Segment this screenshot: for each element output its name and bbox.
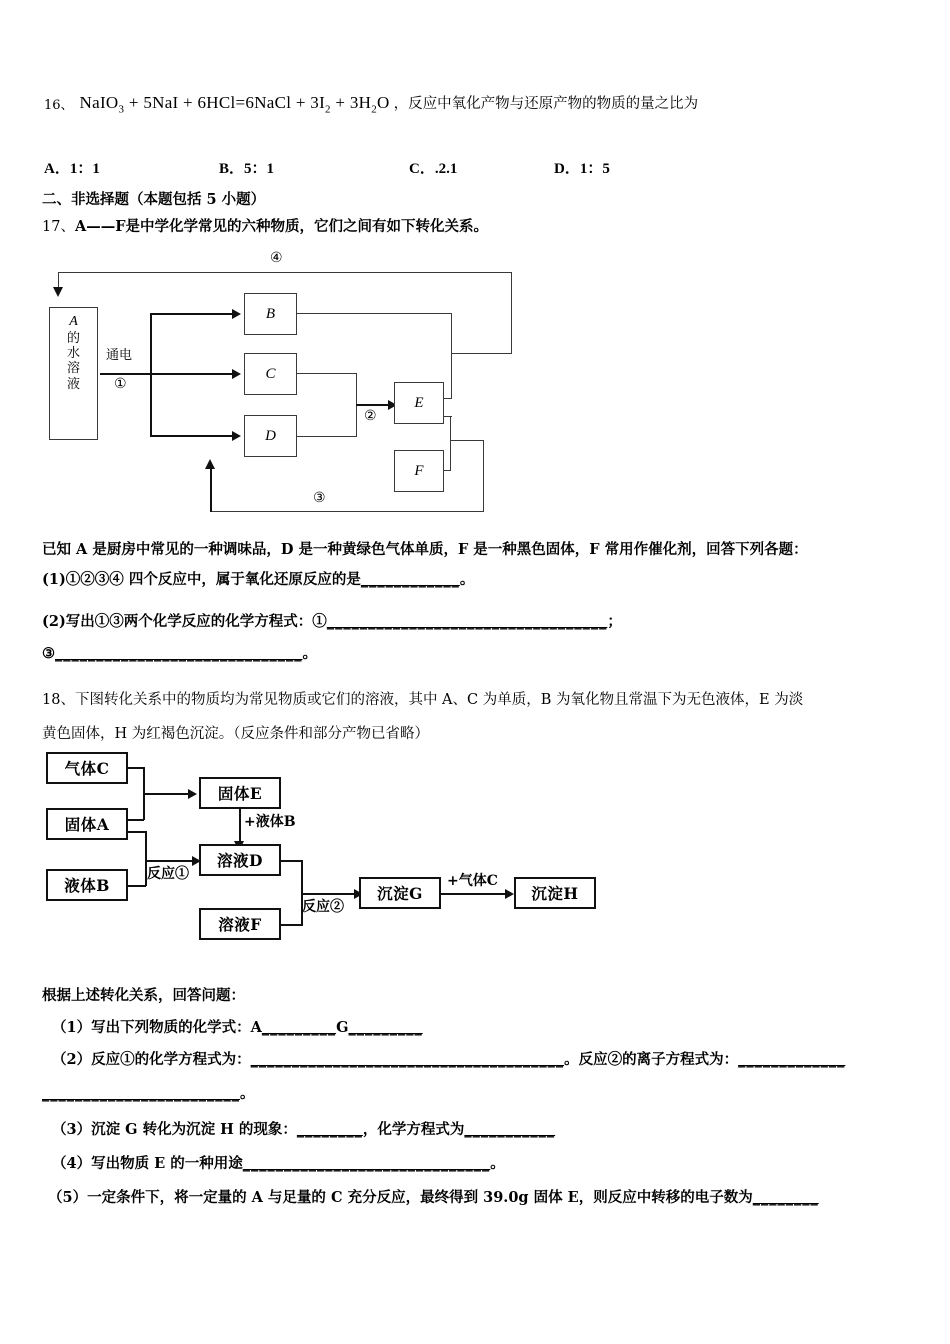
- diagram1-box-a-line-3: 水: [66, 345, 80, 361]
- diagram2-line-solida-out-lower: [128, 831, 146, 833]
- diagram1-box-f: F: [394, 450, 444, 492]
- question-18-sub-2-end: 。: [240, 1085, 255, 1102]
- question-18-stem-line-2: 黄色固体，H 为红褐色沉淀。（反应条件和部分产物已省略）: [42, 726, 430, 742]
- diagram1-step-1-label: ①: [114, 376, 127, 392]
- question-18-sub-3-text: （3）沉淀 G 转化为沉淀 H 的现象：: [52, 1121, 297, 1138]
- question-18-sub-4-text: （4）写出物质 E 的一种用途: [52, 1155, 243, 1172]
- question-17-sub-1: [42, 568, 474, 589]
- diagram2-box-precipitate-g: 沉淀G: [359, 877, 441, 909]
- question-17-sub-2b: [42, 642, 317, 663]
- question-18-sub-1-text: （1）写出下列物质的化学式：A: [52, 1019, 262, 1036]
- question-18-prompt: 根据上述转化关系，回答问题：: [42, 987, 245, 1004]
- question-18-sub-2-wrap: [42, 1082, 255, 1103]
- option-c[interactable]: C．.2.1: [409, 161, 458, 177]
- question-16-number: 16、: [44, 98, 74, 113]
- question-17-sub-1-blank[interactable]: ____________: [360, 571, 460, 588]
- diagram2-line-solide-to-solutiond: [239, 809, 241, 844]
- diagram1-box-a-solution: [49, 307, 98, 440]
- diagram2-box-solid-e: 固体E: [199, 777, 281, 809]
- diagram1-line-ef-to-right: [450, 440, 484, 441]
- diagram2-line-gasc-out: [128, 767, 144, 769]
- diagram1-line-feedback3-riser: [210, 469, 212, 512]
- diagram1-line-e-down-to-f-merge: [450, 416, 451, 471]
- question-18-number: 18、: [42, 692, 75, 708]
- question-17-diagram: [44, 250, 514, 522]
- diagram2-arrow-into-precipitate-h: [505, 889, 514, 899]
- diagram2-box-gas-c: 气体C: [46, 752, 128, 784]
- question-18-sub-4-blank[interactable]: ______________________________: [242, 1155, 491, 1172]
- diagram1-line-electrolysis: [100, 373, 150, 375]
- question-18-sub-2-blank-2[interactable]: _____________: [738, 1051, 846, 1068]
- question-18-sub-3-blank-1[interactable]: ________: [296, 1121, 363, 1138]
- question-17-sub-2: [42, 610, 622, 631]
- question-18-sub-3: [52, 1118, 555, 1139]
- diagram2-label-add-gas-c: +气体C: [447, 873, 498, 889]
- diagram1-line-b-out: [297, 313, 452, 314]
- diagram1-arrow-into-b: [232, 309, 241, 319]
- diagram1-line-d-out: [297, 436, 357, 437]
- option-a[interactable]: A．1：1: [44, 161, 100, 177]
- question-18-sub-2-blank-1[interactable]: ______________________________________: [250, 1051, 565, 1068]
- diagram1-arrow-into-c: [232, 369, 241, 379]
- diagram2-line-g-to-h: [441, 893, 509, 895]
- diagram1-line-feedback4-right-riser: [511, 272, 512, 354]
- question-18-sub-3-mid: ，化学方程式为: [362, 1121, 465, 1138]
- diagram2-box-precipitate-h: 沉淀H: [514, 877, 596, 909]
- question-18-sub-4-end: 。: [490, 1155, 505, 1172]
- diagram1-process-label: 通电: [106, 348, 133, 363]
- diagram1-box-b: B: [244, 293, 297, 335]
- diagram2-line-solida-out-upper: [128, 819, 144, 821]
- diagram2-line-solutiond-out: [281, 860, 303, 862]
- diagram1-step-4-label: ④: [270, 250, 283, 266]
- question-17-sub-2-blank[interactable]: __________________________________: [326, 613, 608, 630]
- diagram2-arrow-into-solid-e: [188, 789, 197, 799]
- diagram2-box-solution-f: 溶液F: [199, 908, 281, 940]
- question-18-sub-4: [52, 1152, 505, 1173]
- diagram1-box-d: D: [244, 415, 297, 457]
- diagram1-line-to-d: [150, 435, 234, 437]
- diagram1-arrow-into-d-feedback: [205, 459, 215, 469]
- question-18-stem-line-1: [42, 688, 937, 709]
- diagram1-line-b-to-feedback4: [451, 353, 512, 354]
- question-17-sub-2-end: ；: [607, 613, 622, 630]
- question-18-sub-1-blank-a[interactable]: _________: [261, 1019, 337, 1036]
- diagram2-line-to-precipitate-g: [301, 893, 358, 895]
- question-17-sub-2-text: (2)写出①③两个化学反应的化学方程式：①: [42, 613, 327, 630]
- question-18-diagram: [44, 748, 614, 946]
- question-17-stem: [42, 215, 488, 236]
- diagram1-line-to-b: [150, 313, 234, 315]
- question-18-sub-1-mid: G: [336, 1019, 349, 1036]
- diagram1-box-c: C: [244, 353, 297, 395]
- question-16-equation: NaIO$_3$ + 5NaI + 6HCl=6NaCl + $3I_2 + 3H_2O$: [79, 92, 390, 115]
- question-17-sub-1-text: (1)①②③④ 四个反应中，属于氧化还原反应的是: [42, 571, 361, 588]
- diagram2-label-reaction-1: 反应①: [147, 866, 189, 882]
- diagram2-line-to-solution-d: [145, 860, 195, 862]
- diagram1-line-e-riser-up: [451, 353, 452, 399]
- question-18-sub-5-text: （5）一定条件下，将一定量的 A 与足量的 C 充分反应，最终得到 39.0g 固体 E，则反应中转移的电子数为: [48, 1189, 753, 1206]
- diagram1-box-a-line-4: 溶: [66, 361, 80, 377]
- question-17-sub-1-end: 。: [459, 571, 475, 588]
- question-16: [44, 92, 924, 115]
- diagram1-line-c-out: [297, 373, 357, 374]
- question-18-sub-2-text: （2）反应①的化学方程式为：: [52, 1051, 251, 1068]
- diagram1-box-a-line-2: 的: [66, 330, 80, 346]
- question-17-sub-2b-text: ③: [42, 645, 55, 662]
- question-18-sub-2: [52, 1048, 942, 1069]
- question-18-stem-text-1: 下图转化关系中的物质均为常见物质或它们的溶液，其中 A、C 为单质，B 为氧化物且常温下为无色液体，E 为淡: [74, 692, 804, 708]
- question-17-sub-2b-end: 。: [302, 645, 317, 662]
- diagram1-line-feedback4-top: [58, 272, 512, 273]
- diagram1-line-b-riser: [451, 313, 452, 354]
- diagram1-line-ef-drop: [483, 440, 484, 512]
- diagram2-label-reaction-2: 反应②: [302, 899, 344, 915]
- diagram1-step-2-label: ②: [364, 408, 377, 424]
- question-17-given: 已知 A 是厨房中常见的一种调味品，D 是一种黄绿色气体单质，F 是一种黑色固体，F 常用作催化剂，回答下列各题：: [42, 541, 808, 558]
- question-16-options: [44, 157, 664, 178]
- question-18-sub-3-blank-2[interactable]: ___________: [464, 1121, 556, 1138]
- question-18-sub-5: [48, 1186, 943, 1207]
- diagram1-step-3-label: ③: [313, 490, 326, 506]
- diagram2-line-to-solid-e: [143, 793, 191, 795]
- diagram1-arrow-into-a: [53, 287, 63, 297]
- option-b[interactable]: B．5：1: [219, 161, 275, 177]
- question-18-sub-5-blank[interactable]: ________: [752, 1189, 819, 1206]
- diagram2-line-liquidb-out: [128, 885, 146, 887]
- section-2-heading: 二、非选择题（本题包括 5 小题）: [42, 191, 266, 208]
- question-17-stem-rest: 是中学化学常见的六种物质，它们之间有如下转化关系。: [125, 218, 488, 235]
- question-18-sub-2-mid: 。反应②的离子方程式为：: [564, 1051, 739, 1068]
- diagram2-box-liquid-b: 液体B: [46, 869, 128, 901]
- question-18-sub-1: [52, 1016, 423, 1037]
- diagram2-box-solution-d: 溶液D: [199, 844, 281, 876]
- question-16-tail: ，反应中氧化产物与还原产物的物质的量之比为: [393, 96, 699, 112]
- diagram2-line-solutionf-out: [281, 924, 303, 926]
- diagram1-line-to-e: [356, 404, 392, 406]
- question-17-number: 17、: [42, 219, 75, 235]
- question-18-sub-1-blank-g[interactable]: _________: [348, 1019, 423, 1036]
- diagram1-box-a-line-1: A: [69, 314, 78, 329]
- diagram1-line-f-out: [444, 470, 451, 471]
- diagram2-label-add-liquid-b: +液体B: [244, 814, 296, 830]
- diagram1-box-a-line-5: 液: [66, 376, 80, 392]
- diagram2-box-solid-a: 固体A: [46, 808, 128, 840]
- diagram1-line-feedback3-bottom: [211, 511, 484, 512]
- question-17-stem-bold: A——F: [74, 218, 126, 235]
- question-17-sub-2b-blank[interactable]: ______________________________: [55, 645, 303, 662]
- diagram1-arrow-into-d: [232, 431, 241, 441]
- diagram1-box-e: E: [394, 382, 444, 424]
- question-18-sub-2-blank-3[interactable]: ________________________: [42, 1085, 240, 1102]
- diagram1-line-to-c: [150, 373, 234, 375]
- option-d[interactable]: D．1：5: [554, 161, 610, 177]
